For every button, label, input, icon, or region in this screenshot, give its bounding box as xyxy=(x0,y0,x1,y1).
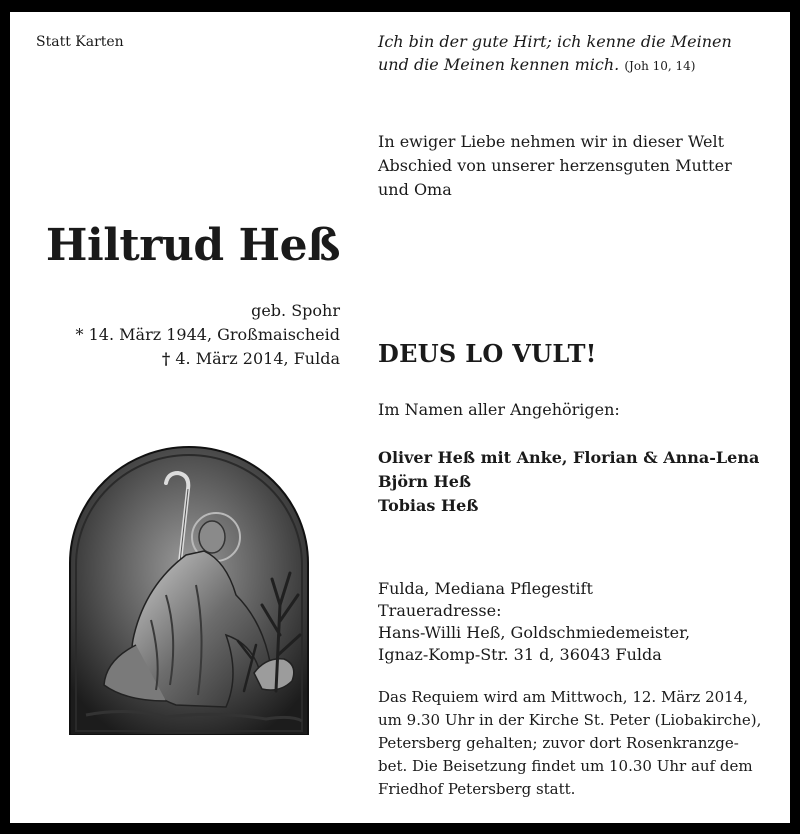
requiem-info xyxy=(378,686,768,801)
requiem-line-5: Friedhof Petersberg statt. xyxy=(378,780,576,798)
requiem-line-2: um 9.30 Uhr in der Kirche St. Peter (Liobakirche), xyxy=(378,711,762,729)
requiem-line-3: Petersberg gehalten; zuvor dort Rosenkranzge- xyxy=(378,734,739,752)
address-block xyxy=(378,578,690,666)
intro-line-2: Abschied von unserer herzensguten Mutter xyxy=(378,156,732,175)
verse-line-2: und die Meinen kennen mich. (Joh 10, 14) xyxy=(378,55,696,74)
maiden-name: geb. Spohr xyxy=(251,301,340,320)
deceased-name: Hiltrud Heß xyxy=(45,220,340,271)
shepherd-relief-image xyxy=(66,445,312,735)
relatives-list xyxy=(378,446,759,518)
relative-name: Tobias Heß xyxy=(378,496,479,515)
address-line-1: Fulda, Mediana Pflegestift xyxy=(378,579,593,598)
intro-text xyxy=(378,130,778,202)
bible-verse xyxy=(378,30,778,78)
birth-line: * 14. März 1944, Großmaischeid xyxy=(75,325,340,344)
death-line: † 4. März 2014, Fulda xyxy=(161,349,340,368)
cross-icon: † xyxy=(161,349,171,368)
requiem-line-1: Das Requiem wird am Mittwoch, 12. März 2014, xyxy=(378,688,749,706)
statt-karten-note: Statt Karten xyxy=(36,34,124,50)
relative-name: Björn Heß xyxy=(378,472,472,491)
relatives-intro: Im Namen aller Angehörigen: xyxy=(378,400,620,419)
intro-line-3: und Oma xyxy=(378,180,452,199)
address-line-4: Ignaz-Komp-Str. 31 d, 36043 Fulda xyxy=(378,645,662,664)
birth-star-icon: * xyxy=(75,325,84,344)
requiem-line-4: bet. Die Beisetzung findet um 10.30 Uhr auf dem xyxy=(378,757,753,775)
address-line-2: Traueradresse: xyxy=(378,601,502,620)
verse-reference: (Joh 10, 14) xyxy=(624,59,696,73)
relative-name: Oliver Heß mit Anke, Florian & Anna-Lena xyxy=(378,448,760,467)
intro-line-1: In ewiger Liebe nehmen wir in dieser Welt xyxy=(378,132,725,151)
motto: DEUS LO VULT! xyxy=(378,339,597,368)
verse-line-1: Ich bin der gute Hirt; ich kenne die Meinen xyxy=(378,32,732,51)
life-dates xyxy=(40,299,340,371)
address-line-3: Hans-Willi Heß, Goldschmiedemeister, xyxy=(378,623,691,642)
